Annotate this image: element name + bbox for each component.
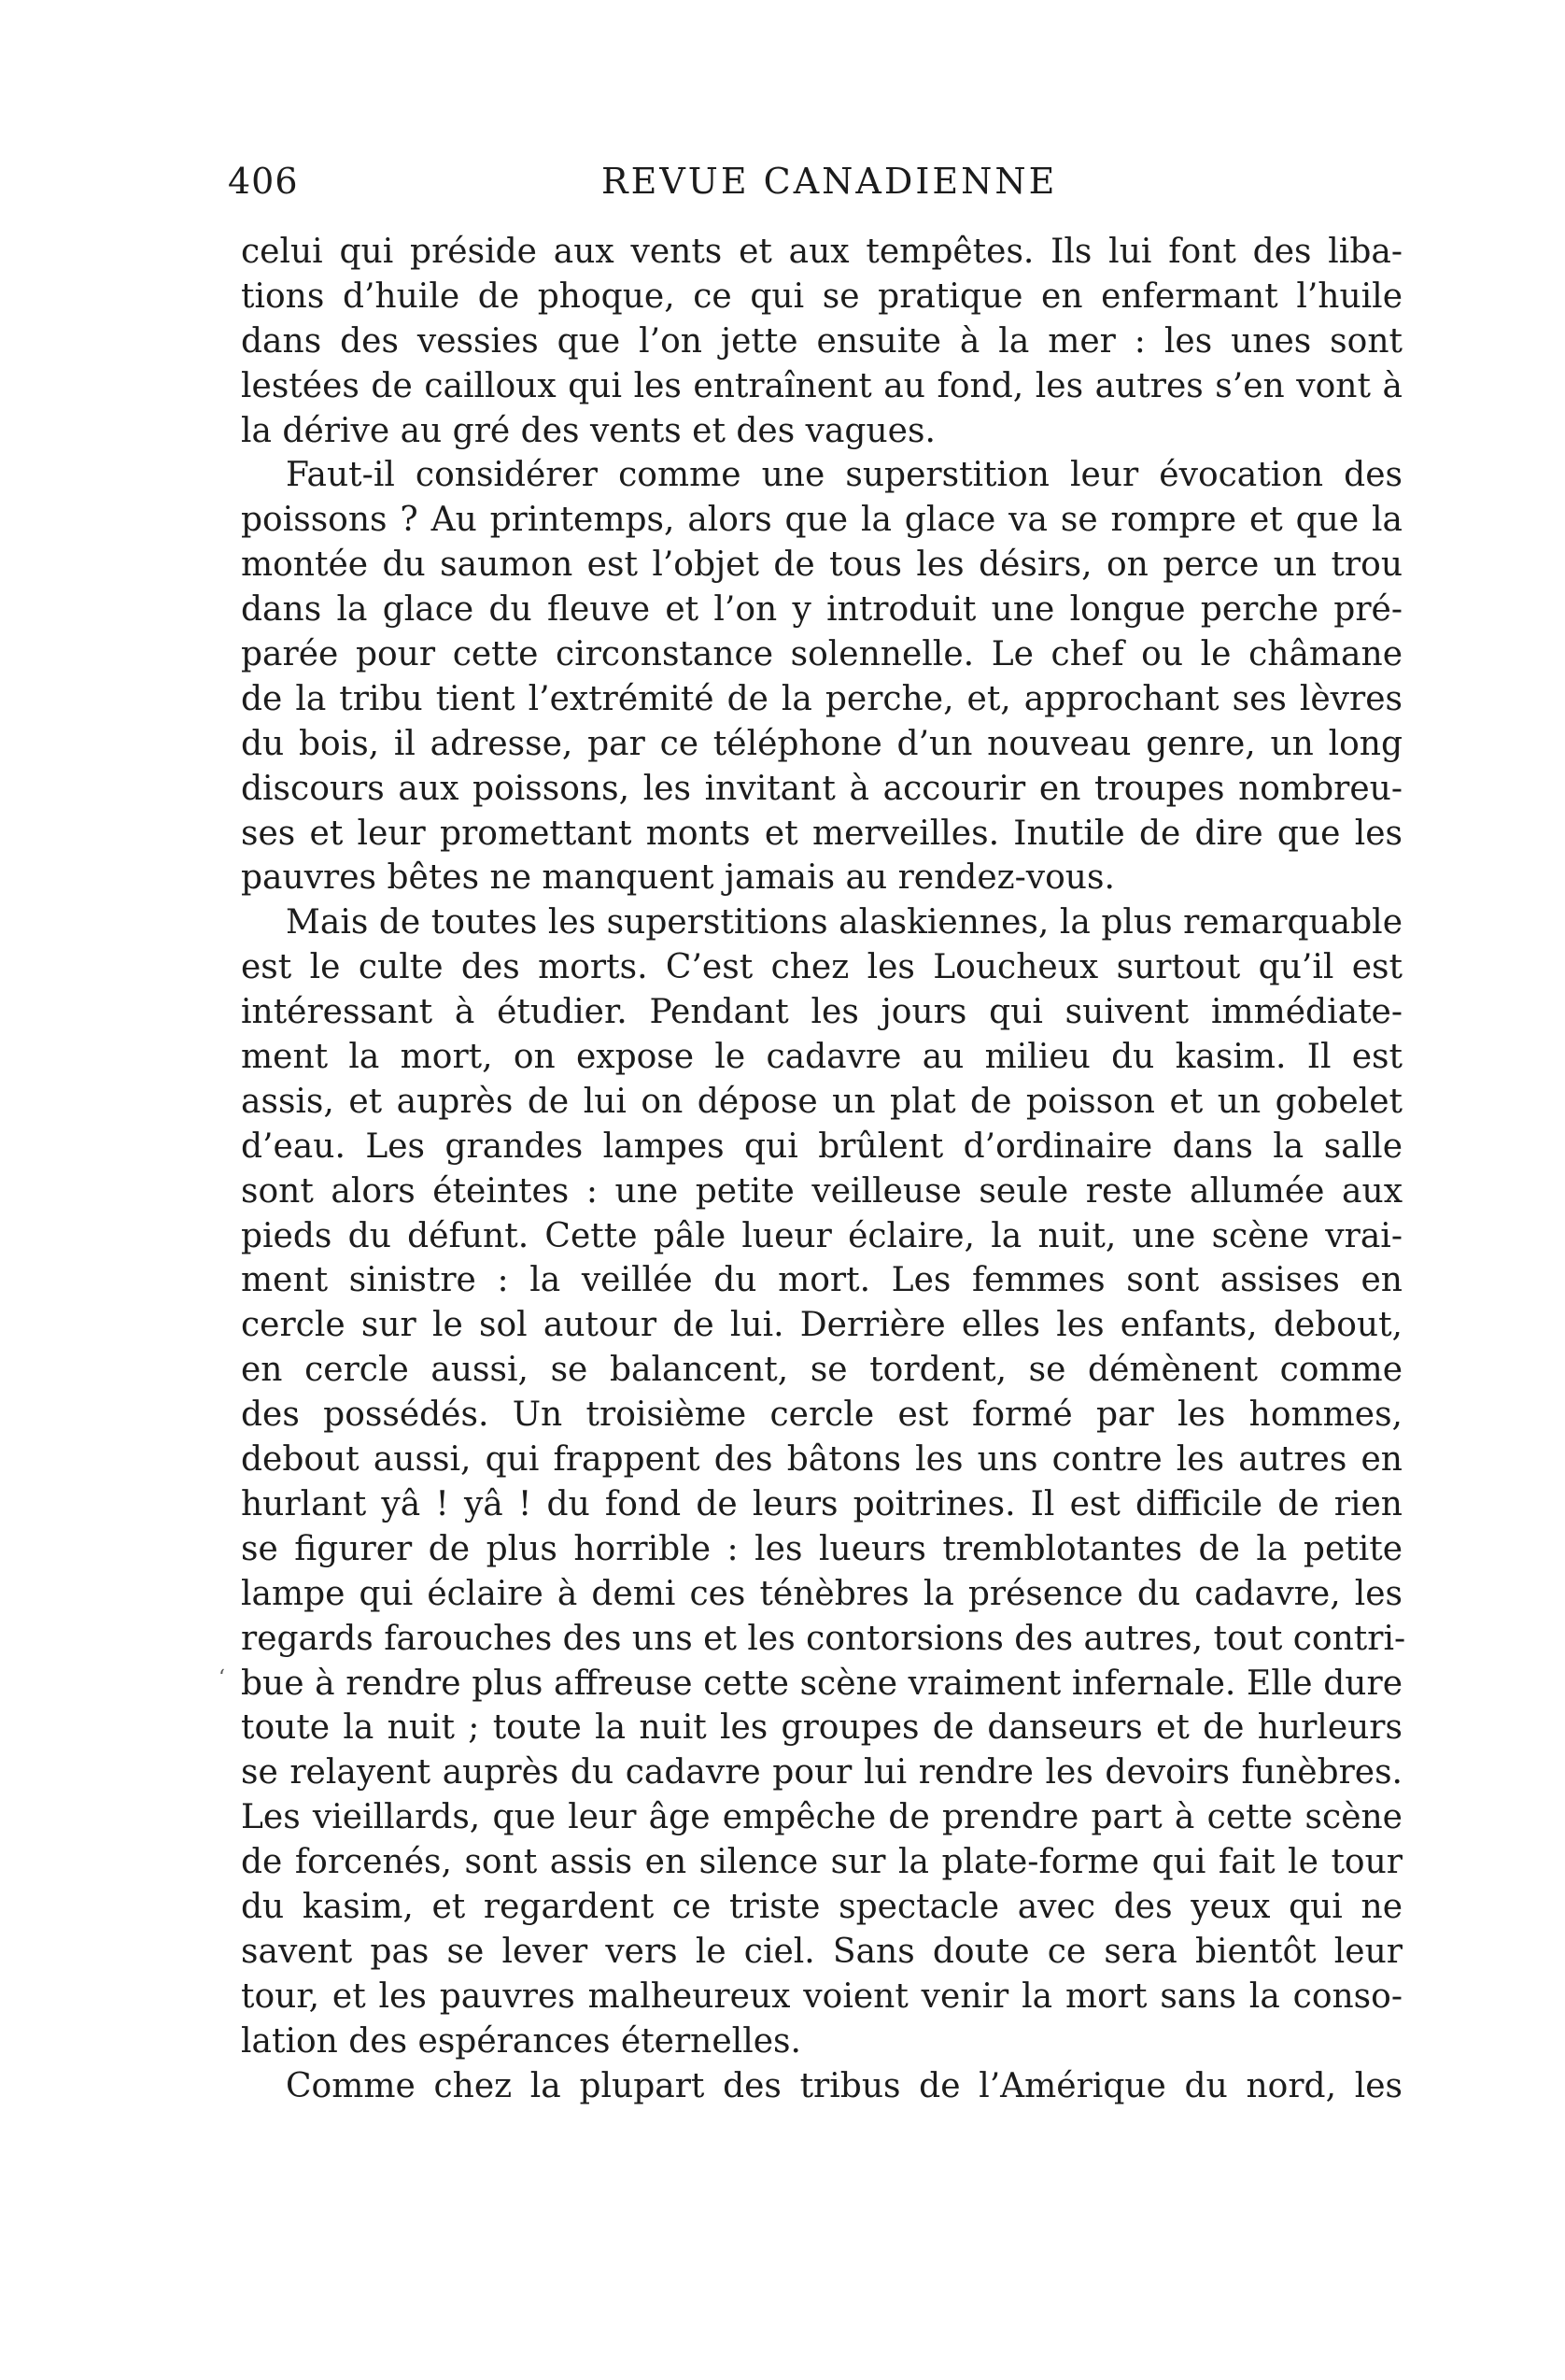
text-line: Comme chez la plupart des tribus de l’Amérique du nord, les — [286, 2066, 1403, 2105]
text-line: lestées de cailloux qui les entraînent au fond, les autres s’en vont à — [241, 366, 1403, 405]
text-line: hurlant yâ ! yâ ! du fond de leurs poitrines. Il est difficile de rien — [241, 1484, 1403, 1523]
text-line: ment sinistre : la veillée du mort. Les femmes sont assises en — [241, 1261, 1403, 1300]
text-line: discours aux poissons, les invitant à accourir en troupes nombreu- — [241, 769, 1403, 808]
text-line: dans la glace du fleuve et l’on y introduit une longue perche pré- — [241, 590, 1403, 630]
text-line: assis, et auprès de lui on dépose un plat de poisson et un gobelet — [241, 1082, 1403, 1121]
text-line: cercle sur le sol autour de lui. Derrière elles les enfants, debout, — [241, 1306, 1403, 1345]
text-line: de forcenés, sont assis en silence sur la plate-forme qui fait le tour — [241, 1843, 1403, 1882]
text-line: Les vieillards, que leur âge empêche de prendre part à cette scène — [241, 1798, 1403, 1837]
text-line: se relayent auprès du cadavre pour lui rendre les devoirs funèbres. — [241, 1753, 1403, 1792]
text-line: regards farouches des uns et les contorsions des autres, tout contri- — [241, 1619, 1406, 1658]
text-line: toute la nuit ; toute la nuit les groupes de danseurs et de hurleurs — [241, 1708, 1403, 1748]
text-line: des possédés. Un troisième cercle est formé par les hommes, — [241, 1395, 1403, 1435]
text-line: celui qui préside aux vents et aux tempêtes. Ils lui font des liba- — [241, 233, 1403, 271]
text-line: montée du saumon est l’objet de tous les désirs, on perce un trou — [241, 545, 1403, 585]
text-line: en cercle aussi, se balancent, se tordent, se démènent comme — [241, 1351, 1403, 1390]
text-line: du bois, il adresse, par ce téléphone d’un nouveau genre, un long — [241, 724, 1403, 763]
margin-mark: ‘ — [219, 1666, 225, 1690]
body-text — [241, 230, 1406, 2108]
text-line: est le culte des morts. C’est chez les Loucheux surtout qu’il est — [241, 948, 1403, 987]
text-line: bue à rendre plus affreuse cette scène vraiment infernale. Elle dure — [241, 1664, 1403, 1703]
text-line: poissons ? Au printemps, alors que la glace va se rompre et que la — [241, 501, 1403, 540]
text-line: du kasim, et regardent ce triste spectacle avec des yeux qui ne — [241, 1887, 1403, 1926]
text-line: la dérive au gré des vents et des vagues. — [241, 411, 936, 450]
text-line: sont alors éteintes : une petite veilleuse seule reste allumée aux — [241, 1171, 1403, 1211]
text-line: savent pas se lever vers le ciel. Sans doute ce sera bientôt leur — [241, 1932, 1403, 1971]
text-line: parée pour cette circonstance solennelle. Le chef ou le châmane — [241, 635, 1403, 674]
page-header — [228, 161, 1404, 213]
text-line: de la tribu tient l’extrémité de la perche, et, approchant ses lèvres — [241, 679, 1403, 718]
text-line: lampe qui éclaire à demi ces ténèbres la présence du cadavre, les — [241, 1574, 1403, 1613]
text-line: Mais de toutes les superstitions alaskiennes, la plus remarquable — [286, 903, 1403, 942]
text-line: debout aussi, qui frappent des bâtons les uns contre les autres en — [241, 1440, 1403, 1480]
page-number: 406 — [228, 161, 299, 202]
text-line: se figurer de plus horrible : les lueurs tremblotantes de la petite — [241, 1529, 1403, 1568]
text-line: Faut-il considérer comme une superstition leur évocation des — [286, 456, 1403, 495]
text-line: tour, et les pauvres malheureux voient venir la mort sans la conso- — [241, 1976, 1403, 2016]
text-line: lation des espérances éternelles. — [241, 2021, 801, 2061]
running-title: REVUE CANADIENNE — [601, 161, 1058, 202]
text-line: dans des vessies que l’on jette ensuite à la mer : les unes sont — [241, 321, 1403, 361]
text-line: d’eau. Les grandes lampes qui brûlent d’ordinaire dans la salle — [241, 1126, 1403, 1166]
text-line: intéressant à étudier. Pendant les jours qui suivent immédiate- — [241, 993, 1403, 1032]
text-line: ses et leur promettant monts et merveilles. Inutile de dire que les — [241, 814, 1403, 853]
text-line: pieds du défunt. Cette pâle lueur éclaire, la nuit, une scène vrai- — [241, 1216, 1403, 1255]
text-line: tions d’huile de phoque, ce qui se pratique en enfermant l’huile — [241, 276, 1403, 316]
text-line: ment la mort, on expose le cadavre au milieu du kasim. Il est — [241, 1038, 1403, 1077]
text-line: pauvres bêtes ne manquent jamais au rendez-vous. — [241, 858, 1115, 898]
